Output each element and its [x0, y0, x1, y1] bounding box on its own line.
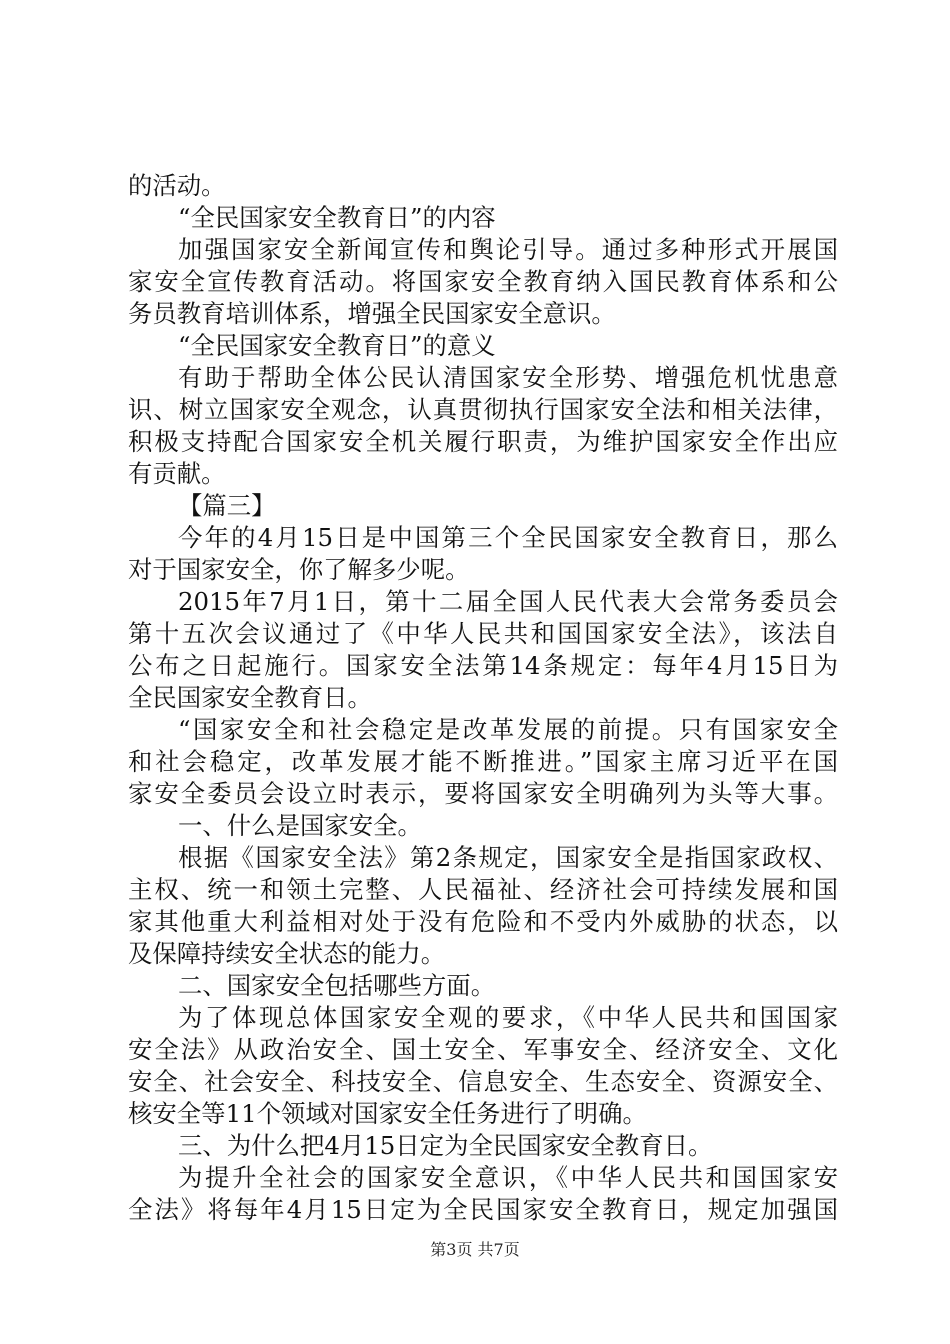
- text-line: 全民国家安全教育日。: [128, 683, 372, 712]
- text-line: 全法》将每年4月15日定为全民国家安全教育日，规定加强国: [128, 1195, 838, 1224]
- text-line: “国家安全和社会稳定是改革发展的前提。只有国家安全: [178, 715, 838, 744]
- text-line: 根据《国家安全法》第2条规定，国家安全是指国家政权、: [178, 843, 838, 872]
- text-line: 安全、社会安全、科技安全、信息安全、生态安全、资源安全、: [128, 1067, 838, 1096]
- text-line: 对于国家安全，你了解多少呢。: [128, 555, 470, 584]
- document-body: [128, 170, 838, 1226]
- text-line: 加强国家安全新闻宣传和舆论引导。通过多种形式开展国: [178, 235, 838, 264]
- section-heading: 【篇三】: [178, 491, 276, 520]
- section-heading: 二、国家安全包括哪些方面。: [178, 971, 496, 1000]
- text-line: 务员教育培训体系，增强全民国家安全意识。: [128, 299, 616, 328]
- section-heading: 一、什么是国家安全。: [178, 811, 422, 840]
- page-number-label: 第3页 共7页: [430, 1240, 520, 1259]
- text-line: 第十五次会议通过了《中华人民共和国国家安全法》，该法自: [128, 619, 838, 648]
- text-line: 家安全宣传教育活动。将国家安全教育纳入国民教育体系和公: [128, 267, 838, 296]
- text-line: 及保障持续安全状态的能力。: [128, 939, 446, 968]
- text-line: 为了体现总体国家安全观的要求，《中华人民共和国国家: [178, 1003, 838, 1032]
- text-line: 有助于帮助全体公民认清国家安全形势、增强危机忧患意: [178, 363, 838, 392]
- text-line: 家安全委员会设立时表示，要将国家安全明确列为头等大事。: [128, 779, 838, 808]
- text-line: 识、树立国家安全观念，认真贯彻执行国家安全法和相关法律，: [128, 395, 838, 424]
- text-line: 公布之日起施行。国家安全法第14条规定：每年4月15日为: [128, 651, 838, 680]
- text-line: 积极支持配合国家安全机关履行职责，为维护国家安全作出应: [128, 427, 838, 456]
- text-line: 主权、统一和领土完整、人民福祉、经济社会可持续发展和国: [128, 875, 838, 904]
- text-line: 核安全等11个领域对国家安全任务进行了明确。: [128, 1099, 647, 1128]
- text-line: 为提升全社会的国家安全意识，《中华人民共和国国家安: [178, 1163, 838, 1192]
- text-line: 2015年7月1日，第十二届全国人民代表大会常务委员会: [178, 587, 838, 616]
- section-heading: 三、为什么把4月15日定为全民国家安全教育日。: [178, 1131, 713, 1160]
- page-footer: [0, 1240, 950, 1260]
- text-line: 有贡献。: [128, 459, 226, 488]
- text-line: 今年的4月15日是中国第三个全民国家安全教育日，那么: [178, 523, 838, 552]
- text-line: 的活动。: [128, 171, 226, 200]
- section-heading: “全民国家安全教育日”的内容: [178, 203, 496, 232]
- text-line: 和社会稳定，改革发展才能不断推进。”国家主席习近平在国: [128, 747, 838, 776]
- text-line: 安全法》从政治安全、国土安全、军事安全、经济安全、文化: [128, 1035, 838, 1064]
- section-heading: “全民国家安全教育日”的意义: [178, 331, 496, 360]
- text-line: 家其他重大利益相对处于没有危险和不受内外威胁的状态，以: [128, 907, 838, 936]
